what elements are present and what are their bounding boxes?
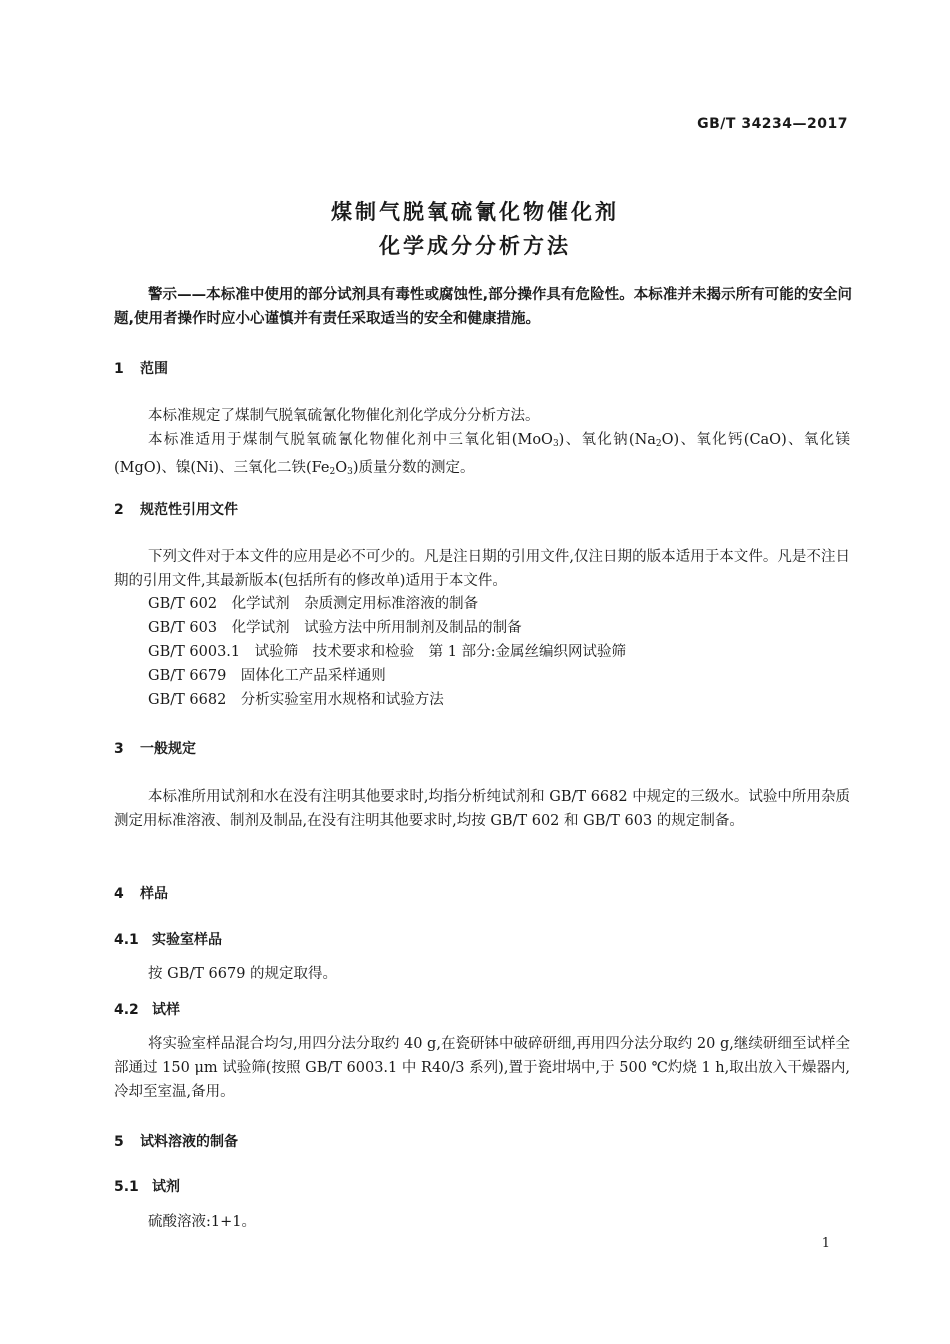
section-4-2-heading (114, 999, 180, 1019)
section-title: 试样 (152, 1002, 180, 1018)
section-2-heading (114, 499, 238, 519)
reference-item: GB/T 603 化学试剂 试验方法中所用制剂及制品的制备 (148, 620, 522, 636)
section-number: 5.1 (114, 1179, 139, 1195)
section-title: 试剂 (152, 1179, 180, 1195)
section-1-paragraph-2 (114, 428, 850, 484)
reference-item: GB/T 6682 分析实验室用水规格和试验方法 (148, 692, 444, 708)
section-4-heading (114, 883, 168, 903)
section-title: 试料溶液的制备 (140, 1134, 238, 1150)
text-run: O (335, 460, 348, 476)
section-4-1-heading (114, 929, 222, 949)
reference-item: GB/T 602 化学试剂 杂质测定用标准溶液的制备 (148, 596, 479, 612)
subscript: 3 (347, 467, 353, 477)
text-run: 本标准适用于煤制气脱氧硫氰化物催化剂中三氧化钼(MoO (148, 432, 553, 448)
text-run: )、氧化钠(Na (558, 432, 656, 448)
section-number: 5 (114, 1134, 124, 1150)
text-run: O)、氧化钙(CaO)、氧化镁(MgO)、镍(Ni)、三氧化二铁(Fe (114, 432, 851, 476)
title-line-2: 化学成分分析方法 (379, 234, 571, 258)
section-3-heading (114, 738, 196, 758)
section-5-1-heading (114, 1176, 180, 1196)
section-number: 1 (114, 361, 124, 377)
reference-item: GB/T 6003.1 试验筛 技术要求和检验 第 1 部分:金属丝编织网试验筛 (148, 644, 626, 660)
section-4-2-paragraph: 将实验室样品混合均匀,用四分法分取约 40 g,在瓷研钵中破碎研细,再用四分法分取约 20 g,继续研细至试样全部通过 150 μm 试验筛(按照 GB/T 6003.1 中 R40/3 系列),置于瓷坩埚中,于 500 ℃灼烧 1 h,取出放入干燥器内,冷却至室温,备用。 (114, 1036, 850, 1100)
section-5-1-paragraph: 硫酸溶液:1+1。 (148, 1214, 256, 1230)
warning-paragraph: 警示——本标准中使用的部分试剂具有毒性或腐蚀性,部分操作具有危险性。本标准并未揭示所有可能的安全问题,使用者操作时应小心谨慎并有责任采取适当的安全和健康措施。 (114, 287, 852, 327)
section-number: 4 (114, 886, 124, 902)
section-title: 规范性引用文件 (140, 502, 238, 518)
section-title: 一般规定 (140, 741, 196, 757)
section-number: 2 (114, 502, 124, 518)
section-number: 3 (114, 741, 124, 757)
section-number: 4.1 (114, 932, 139, 948)
section-4-1-paragraph: 按 GB/T 6679 的规定取得。 (148, 966, 338, 982)
subscript: 2 (329, 467, 336, 477)
title-line-1: 煤制气脱氧硫氰化物催化剂 (331, 200, 619, 224)
section-title: 范围 (140, 361, 168, 377)
section-title: 样品 (140, 886, 168, 902)
section-number: 4.2 (114, 1002, 139, 1018)
subscript: 3 (552, 439, 559, 449)
section-title: 实验室样品 (152, 932, 222, 948)
section-3-paragraph: 本标准所用试剂和水在没有注明其他要求时,均指分析纯试剂和 GB/T 6682 中规定的三级水。试验中所用杂质测定用标准溶液、制剂及制品,在没有注明其他要求时,均按 GB/T 602 和 GB/T 603 的规定制备。 (114, 789, 850, 829)
standard-number: GB/T 34234—2017 (697, 116, 848, 132)
section-1-paragraph-1: 本标准规定了煤制气脱氧硫氰化物催化剂化学成分分析方法。 (148, 408, 540, 424)
subscript: 2 (655, 439, 662, 449)
page-number: 1 (821, 1236, 830, 1251)
section-2-intro: 下列文件对于本文件的应用是必不可少的。凡是注日期的引用文件,仅注日期的版本适用于本文件。凡是不注日期的引用文件,其最新版本(包括所有的修改单)适用于本文件。 (114, 549, 850, 589)
text-run: )质量分数的测定。 (352, 460, 475, 476)
reference-item: GB/T 6679 固体化工产品采样通则 (148, 668, 386, 684)
section-5-heading (114, 1131, 238, 1151)
section-1-heading (114, 358, 168, 378)
